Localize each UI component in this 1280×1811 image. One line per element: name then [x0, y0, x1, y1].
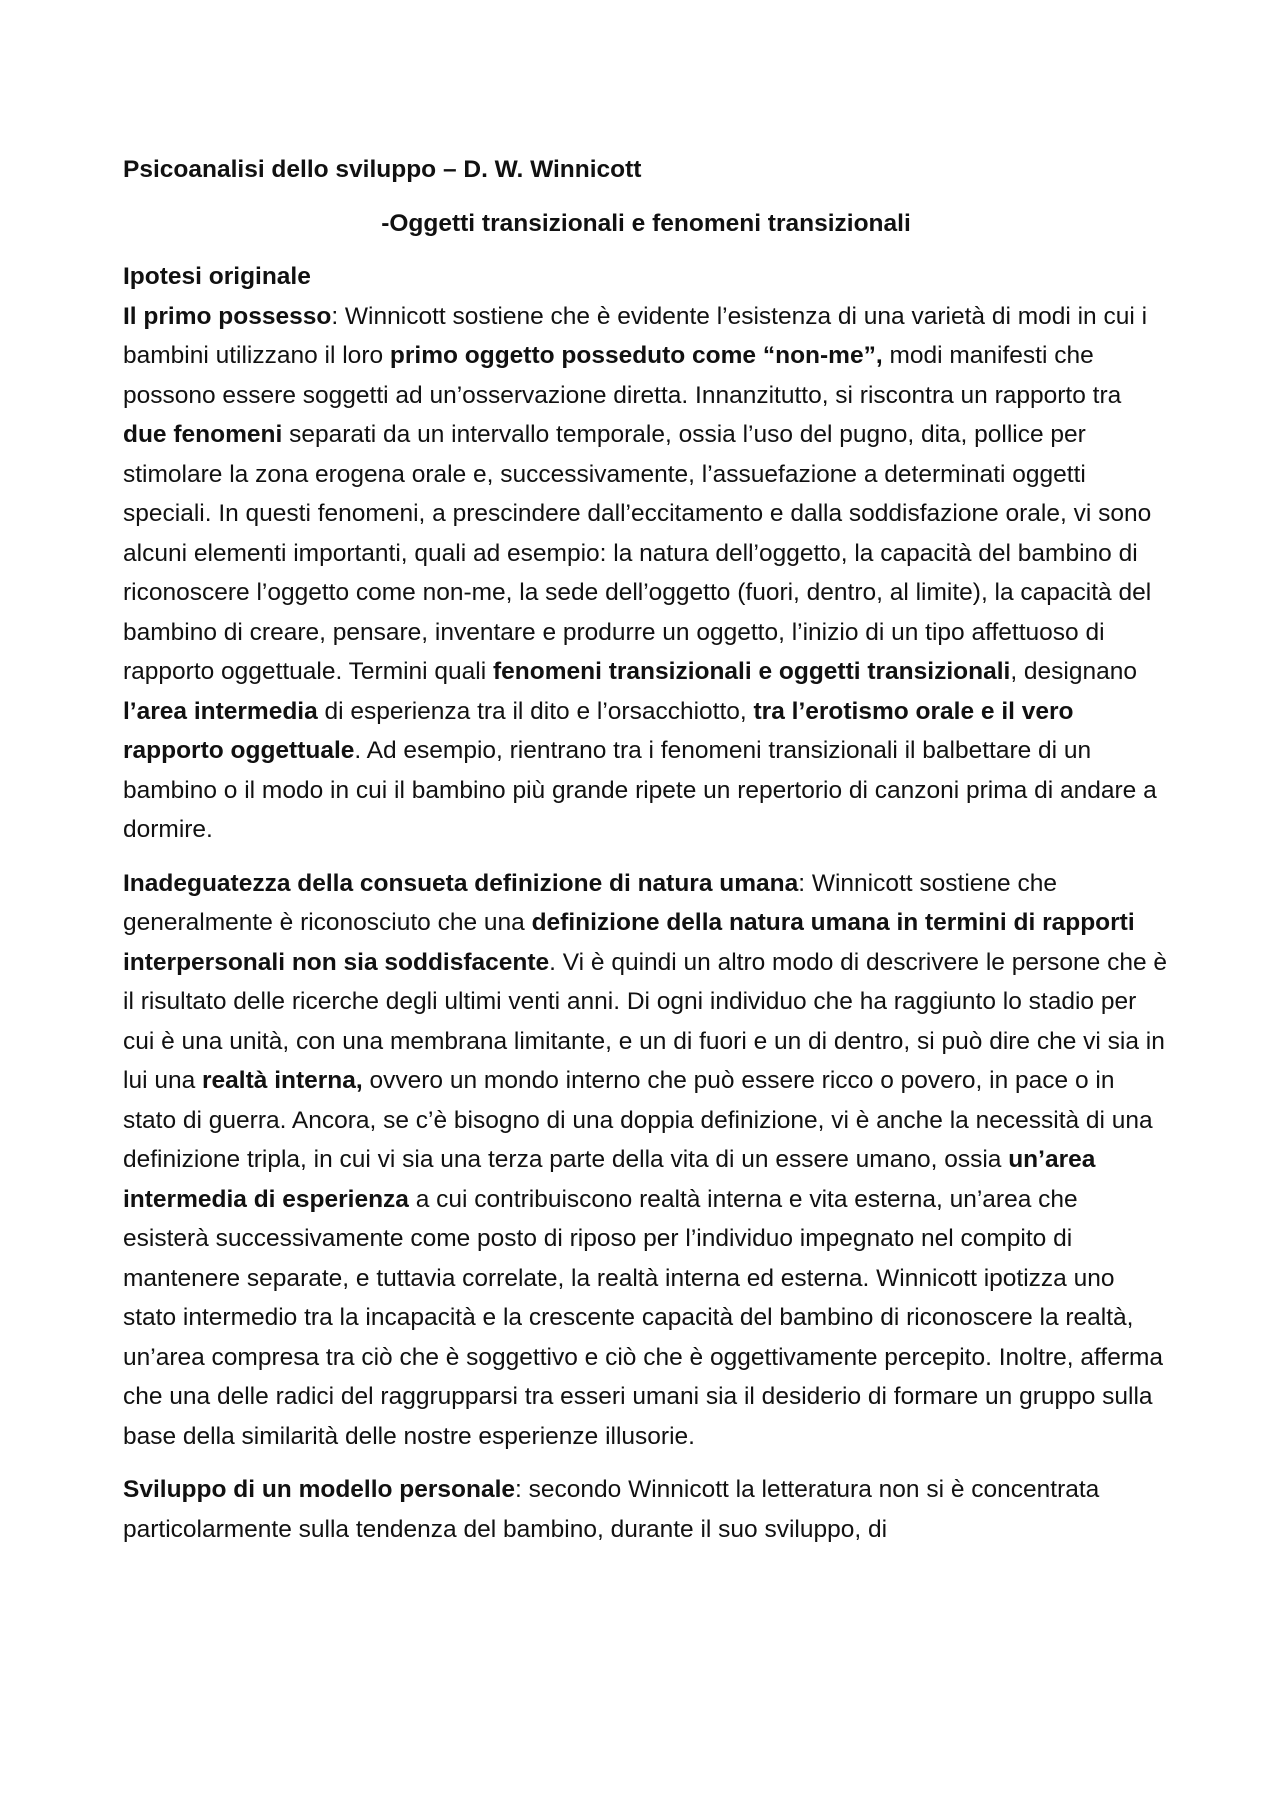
- paragraph-term: Sviluppo di un modello personale: [123, 1476, 516, 1503]
- paragraph-text: di esperienza tra il dito e l’orsacchiotto,: [317, 697, 754, 725]
- paragraph-text: a cui contribuiscono realtà interna e vita esterna, un’area che esisterà successivamente come posto di riposo per l’individuo impegnato nel compito di mantenere separate, e tuttavia correlate, la realtà interna ed esterna. Winnicott ipotizza uno stato intermedio tra la incapacità e la crescente capacità del bambino di riconoscere la realtà, un’area compresa tra ciò che è soggettivo e ciò che è oggettivamente percepito. Inoltre, afferma che una delle radici del raggrupparsi tra esseri umani sia il desiderio di formare un gruppo sulla base della similarità delle nostre esperienze illusorie.: [123, 1185, 1164, 1450]
- document-page: [123, 150, 1169, 1549]
- paragraph-text: modi manifesti che possono essere soggetti ad un’osservazione diretta. Innanzitutto, si riscontra un rapporto tra: [123, 342, 1122, 409]
- paragraph-primo-possesso: [123, 297, 1169, 850]
- paragraph-term: Il primo possesso: [123, 302, 332, 330]
- paragraph-text: : Winnicott sostiene che è evidente l’esistenza di una varietà di modi in cui i bambini utilizzano il loro: [123, 302, 1148, 369]
- document-subtitle: -Oggetti transizionali e fenomeni transizionali: [381, 209, 911, 237]
- section-heading: Ipotesi originale: [123, 263, 311, 290]
- paragraph-text: . Ad esempio, rientrano tra i fenomeni transizionali il balbettare di un bambino o il modo in cui il bambino più grande ripete un repertorio di canzoni prima di andare a dormire.: [123, 737, 1157, 843]
- paragraph-emphasis: tra l’erotismo orale e il vero rapporto oggettuale: [123, 697, 1074, 764]
- paragraph-natura-umana: [123, 864, 1169, 1457]
- paragraph-text: , designano: [1010, 658, 1137, 685]
- paragraph-text: ovvero un mondo interno che può essere ricco o povero, in pace o in stato di guerra. Ancora, se c’è bisogno di una doppia definizione, vi è anche la necessità di una definizione tripla, in cui vi sia una terza parte della vita di un essere umano, ossia: [123, 1067, 1153, 1173]
- paragraph-emphasis: un’area intermedia di esperienza: [123, 1146, 1096, 1213]
- document-title: Psicoanalisi dello sviluppo – D. W. Winnicott: [123, 156, 642, 183]
- paragraph-text: : Winnicott sostiene che generalmente è riconosciuto che una: [123, 869, 1057, 936]
- paragraph-text: separati da un intervallo temporale, ossia l’uso del pugno, dita, pollice per stimolare la zona erogena orale e, successivamente, l’assuefazione a determinati oggetti speciali. In questi fenomeni, a prescindere dall’eccitamento e dalla soddisfazione orale, vi sono alcuni elementi importanti, quali ad esempio: la natura dell’oggetto, la capacità del bambino di riconoscere l’oggetto come non-me, la sede dell’oggetto (fuori, dentro, al limite), la capacità del bambino di creare, pensare, inventare e produrre un oggetto, l’inizio di un tipo affettuoso di rapporto oggettuale. Termini quali: [123, 421, 1152, 685]
- paragraph-emphasis: fenomeni transizionali e oggetti transizionali: [493, 658, 1011, 685]
- paragraph-term: Inadeguatezza della consueta definizione di natura umana: [123, 869, 799, 897]
- paragraph-modello-personale: [123, 1470, 1169, 1549]
- paragraph-text: . Vi è quindi un altro modo di descrivere le persone che è il risultato delle ricerche degli ultimi venti anni. Di ogni individuo che ha raggiunto lo stadio per cui è una unità, con una membrana limitante, e un di fuori e un di dentro, si può dire che vi sia in lui una: [123, 948, 1167, 1094]
- paragraph-emphasis: definizione della natura umana in termini di rapporti interpersonali non sia soddisfacente: [123, 909, 1135, 976]
- paragraph-emphasis: l’area intermedia: [123, 697, 318, 725]
- paragraph-emphasis: primo oggetto posseduto come “non-me”,: [389, 342, 883, 369]
- paragraph-emphasis: due fenomeni: [123, 421, 283, 448]
- paragraph-text: : secondo Winnicott la letteratura non si è concentrata particolarmente sulla tendenza del bambino, durante il suo sviluppo, di: [123, 1476, 1100, 1543]
- paragraph-emphasis: realtà interna,: [202, 1067, 363, 1094]
